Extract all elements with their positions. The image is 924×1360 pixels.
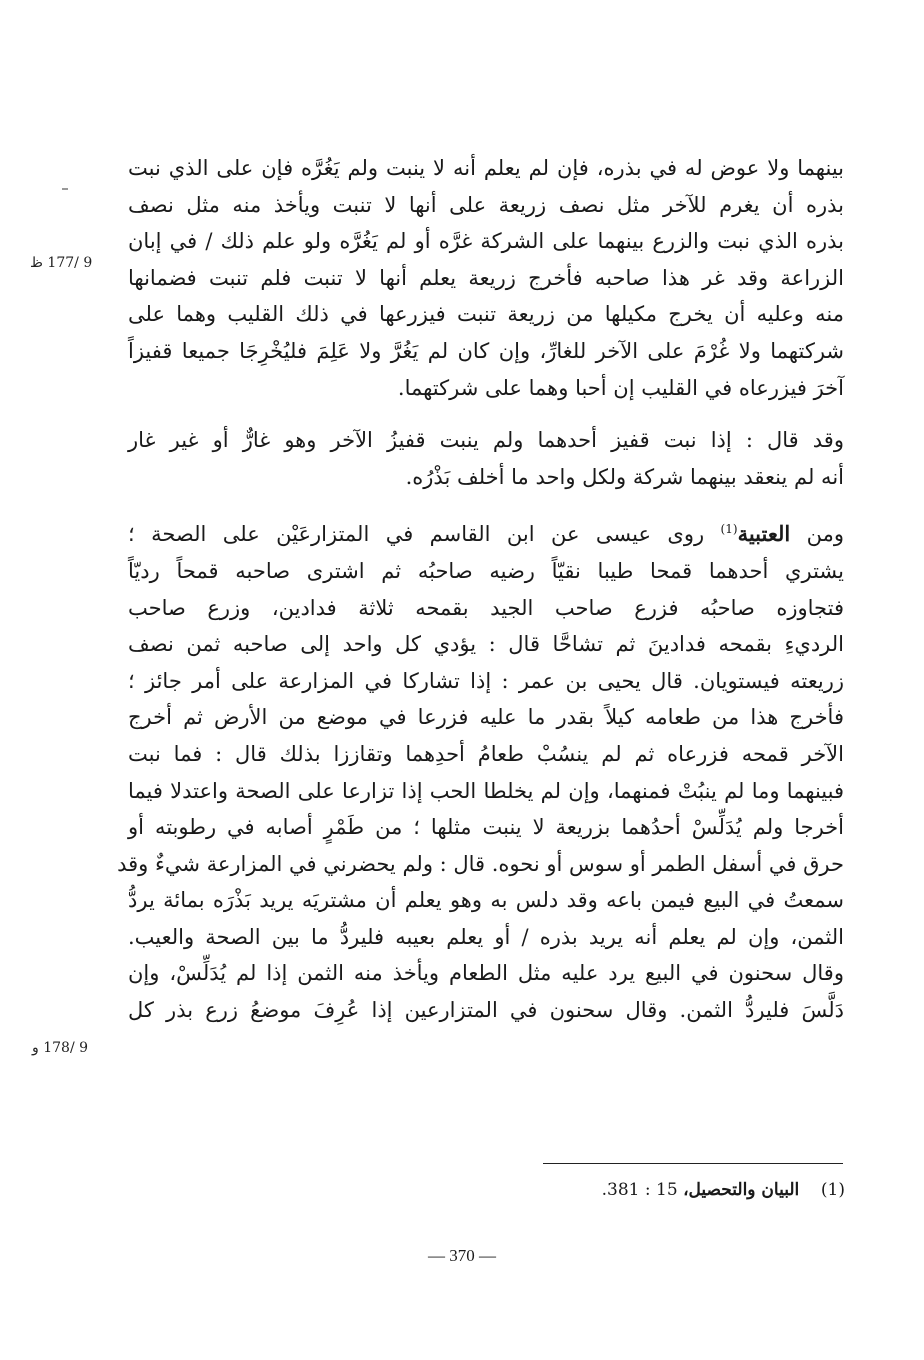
text-line: آخرَ فيزرعاه في القليب إن أحبا وهما على شركتهما.	[397, 375, 844, 400]
text-line: فتجاوزه صاحبُه فزرع صاحب الجيد بقمحه ثلاثة فدادين، وزرع صاحب	[128, 595, 844, 620]
text-line: سمعتُ في البيع فيمن باعه وقد دلس به وهو يعلم أن مشتريَه يريد بَذْرَه بمائة يردُّ	[128, 888, 844, 913]
margin-folio-note-178: 9 /178 و	[32, 1040, 89, 1056]
text-line: فبينهما وما لم ينبُتْ فمنهما، وإن لم يخلطا الحب إذا تزارعا على الصحة واعتدلا فيما	[128, 778, 844, 803]
text-line-first	[128, 511, 844, 553]
footnote-marker: (1)	[820, 1180, 845, 1200]
text-line: الآخر قمحه فزرعاه ثم لم ينسُبْ طعامُ أحدِهما وتقاززا بذلك قال : فما نبت	[128, 741, 844, 766]
footnote	[420, 1180, 845, 1200]
text-line: دَلَّسَ فليردُّ الثمن. وقال سحنون في المتزارعين إذا عُرِفَ موضعُ زرع بذر كل	[128, 998, 844, 1023]
margin-folio-note-177: 9 /177 ظ	[30, 255, 93, 271]
scan-speck	[62, 188, 68, 190]
text-line: الرديءِ بقمحه فدادينَ ثم تشاحَّا قال : يؤدي كل واحد إلى صاحبه ثمن نصف	[128, 632, 844, 657]
footnote-mark: (1)	[720, 522, 738, 537]
paragraph-1	[128, 150, 844, 406]
paragraph-2	[128, 422, 844, 495]
text-line: وقال سحنون في البيع يرد عليه مثل الطعام ويأخذ منه الثمن إذا لم يُدَلِّسْ، وإن	[128, 961, 844, 986]
text-line: زريعته فيستويان. قال يحيى بن عمر : إذا تشاركا في المزارعة على أمر جائز ؛	[128, 668, 844, 693]
first-line-rest: روى عيسى عن ابن القاسم في المتزارعَيْن على الصحة ؛	[128, 522, 721, 547]
source-name-bold: العتبية	[737, 521, 791, 547]
text-line: أخرجا ولم يُدَلِّسْ أحدُهما بزريعة لا ينبت مثلها ؛ من طَمْرٍ أصابه في رطوبته أو	[128, 815, 844, 840]
text-line: أنه لم ينعقد بينهما شركة ولكل واحد ما أخلف بَذْرُه.	[405, 464, 844, 489]
footnote-separator	[543, 1163, 843, 1164]
footnote-reference: 15 : 381.	[601, 1180, 678, 1200]
lead-text: ومن	[790, 522, 844, 547]
text-line: الزراعة وقد غر هذا صاحبه فأخرج زريعة يعلم أنها لا تنبت فلم تنبت فضمانها	[128, 265, 844, 290]
text-line: فأخرج هذا من طعامه كيلاً بقدر ما عليه فزرعا في موضع من الأرض ثم أخرج	[128, 705, 844, 730]
text-line: حرق في أسفل الطمر أو سوس أو نحوه. قال : ولم يحضرني في المزارعة شيءٌ وقد	[117, 851, 844, 876]
text-line: شركتهما ولا غُرْمَ على الآخر للغارِّ، وإن كان لم يَغُرَّ ولا عَلِمَ فليُخْرِجَا جميعا قفيزاً	[128, 338, 844, 363]
main-text	[117, 150, 844, 1029]
text-line: الثمن، وإن لم يعلم أنه يريد بذره / أو يعلم بعيبه فليردُّ ما بين الصحة والعيب.	[128, 924, 844, 949]
paragraph-3	[117, 511, 844, 1028]
text-line: بذره أن يغرم للآخر مثل نصف زريعة على أنها لا تنبت ويأخذ منه مثل نصف	[128, 192, 844, 217]
text-line: بذره الذي نبت والزرع بينهما على الشركة غرَّه أو لم يَغُرَّه ولو علم ذلك / في إبان	[128, 229, 844, 254]
text-line: منه وعليه أن يخرج مكيلها من زريعة تنبت فيزرعها في ذلك القليب وهما على	[128, 302, 844, 327]
text-line: يشتري أحدهما قمحا طيبا نقيّاً رضيه صاحبُه ثم اشترى صاحبه قمحاً رديّاً	[128, 558, 844, 583]
text-line: بينهما ولا عوض له في بذره، فإن لم يعلم أنه لا ينبت ولم يَغُرَّه فإن على الذي نبت	[128, 156, 844, 180]
footnote-source: البيان والتحصيل،	[683, 1180, 800, 1200]
text-line: وقد قال : إذا نبت قفيز أحدهما ولم ينبت قفيزُ الآخر وهو غارٌّ أو غير غار	[128, 428, 844, 453]
page-number: — 370 —	[428, 1246, 496, 1265]
